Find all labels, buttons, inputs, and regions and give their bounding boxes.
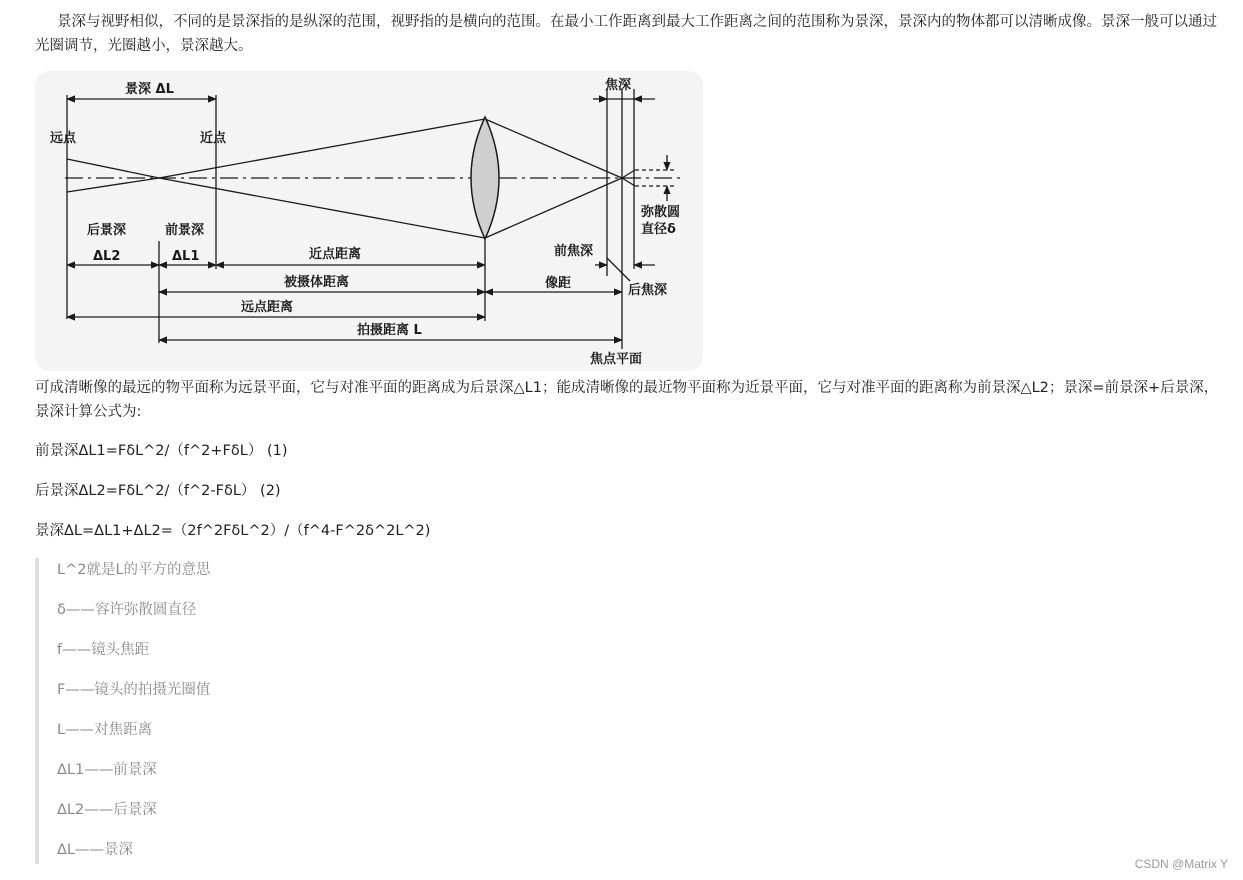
formula-total-dof: 景深ΔL=ΔL1+ΔL2=（2f^2FδL^2）/（f^4-F^2δ^2L^2) (35, 523, 431, 539)
label-near-point: 近点 (200, 131, 227, 146)
depth-of-field-diagram (35, 71, 703, 371)
label-focal-depth: 焦深 (605, 78, 632, 93)
label-dof: 景深 ΔL (125, 82, 174, 97)
legend-item: L——对焦距离 (57, 722, 153, 738)
diagram-canvas (35, 71, 703, 371)
symbol-legend-blockquote (35, 558, 1229, 864)
legend-item: F——镜头的拍摄光圈值 (57, 682, 211, 698)
label-near-distance: 近点距离 (309, 247, 362, 262)
label-object-distance: 被摄体距离 (284, 275, 350, 290)
label-rear-dof: 后景深 (87, 223, 127, 238)
ray-lower (159, 178, 485, 238)
intro-paragraph: 景深与视野相似，不同的是景深指的是纵深的范围，视野指的是横向的范围。在最小工作距离到最大工作距离之间的范围称为景深，景深内的物体都可以清晰成像。景深一般可以通过光圈调节，光圈越小，景深越大。 (35, 14, 1217, 54)
lens (471, 117, 499, 239)
formula-front-dof: 前景深ΔL1=FδL^2/（f^2+FδL） (1) (35, 443, 288, 459)
ray-far-upper (67, 159, 159, 178)
ray-upper (159, 119, 485, 178)
csdn-watermark: CSDN @Matrix Y (1134, 857, 1228, 871)
label-dl2: ΔL2 (93, 249, 121, 264)
ray-far-lower (67, 178, 159, 192)
label-rear-focal-depth: 后焦深 (628, 283, 668, 298)
label-far-point: 远点 (50, 131, 77, 146)
label-image-distance: 像距 (545, 276, 572, 291)
label-coc-1: 弥散圆 (641, 205, 681, 220)
legend-item: L^2就是L的平方的意思 (57, 562, 211, 578)
legend-item: f——镜头焦距 (57, 642, 150, 658)
label-shooting-distance: 拍摄距离 L (357, 323, 422, 338)
label-coc-2: 直径δ (641, 222, 676, 237)
label-front-focal-depth: 前焦深 (554, 244, 594, 259)
legend-item: ΔL1——前景深 (57, 762, 157, 778)
legend-item: ΔL2——后景深 (57, 802, 157, 818)
formula-rear-dof: 后景深ΔL2=FδL^2/（f^2-FδL） (2) (35, 483, 281, 499)
label-far-distance: 远点距离 (241, 300, 294, 315)
label-focal-plane: 焦点平面 (590, 352, 643, 367)
label-front-dof: 前景深 (165, 223, 205, 238)
label-dl1: ΔL1 (172, 249, 200, 264)
legend-item: ΔL——景深 (57, 842, 133, 858)
planes-paragraph: 可成清晰像的最远的物平面称为远景平面，它与对准平面的距离成为后景深△L1；能成清晰像的最近物平面称为近景平面，它与对准平面的距离称为前景深△L2；景深=前景深+后景深，景深计算公式为: (35, 380, 1219, 420)
legend-item: δ——容许弥散圆直径 (57, 602, 197, 618)
